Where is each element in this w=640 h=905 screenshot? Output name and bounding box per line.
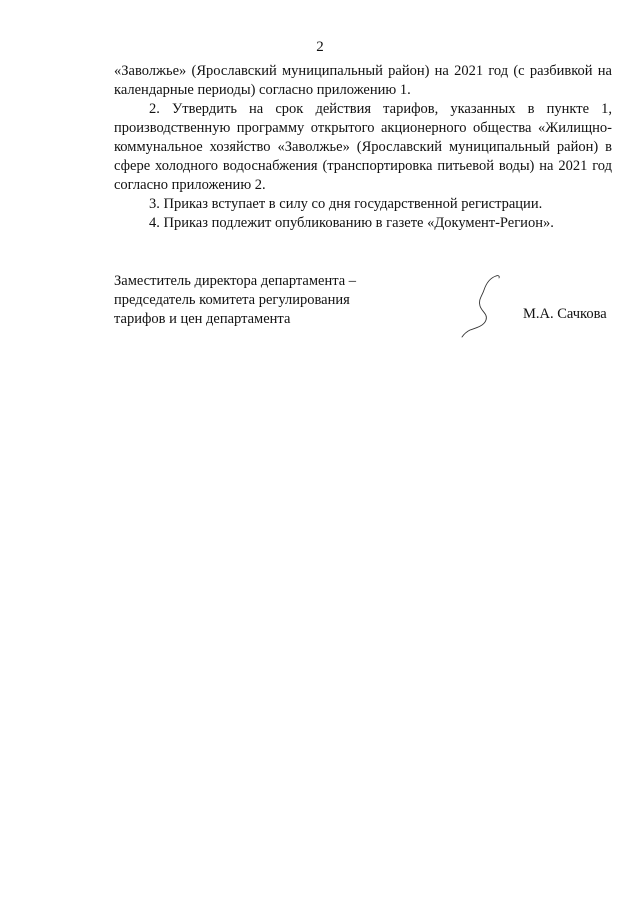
paragraph-item-2: 2. Утвердить на срок действия тарифов, указанных в пункте 1, производственную программу открытого акционерного общества «Жилищно-коммунальное хозяйство «Заволжье» (Ярославский муниципальный район) в сфере холодного водоснабжения (транспортировка питьевой воды) на 2021 год согласно приложению 2. <box>114 101 612 193</box>
paragraph-item-3: 3. Приказ вступает в силу со дня государственной регистрации. <box>149 196 543 212</box>
paragraph-continuation: «Заволжье» (Ярославский муниципальный район) на 2021 год (с разбивкой на календарные периоды) согласно приложению 1. <box>114 63 612 98</box>
signatory-position-line: тарифов и цен департамента <box>114 311 291 327</box>
signatory-name: М.А. Сачкова <box>523 306 607 322</box>
paragraph-item-4: 4. Приказ подлежит опубликованию в газете «Документ-Регион». <box>149 215 554 231</box>
handwritten-signature <box>456 272 508 338</box>
signatory-position-line: Заместитель директора департамента – <box>114 273 357 289</box>
document-body <box>114 62 612 233</box>
page-number: 2 <box>316 39 324 55</box>
signatory-position <box>114 272 374 329</box>
signatory-position-line: председатель комитета регулирования <box>114 292 350 308</box>
